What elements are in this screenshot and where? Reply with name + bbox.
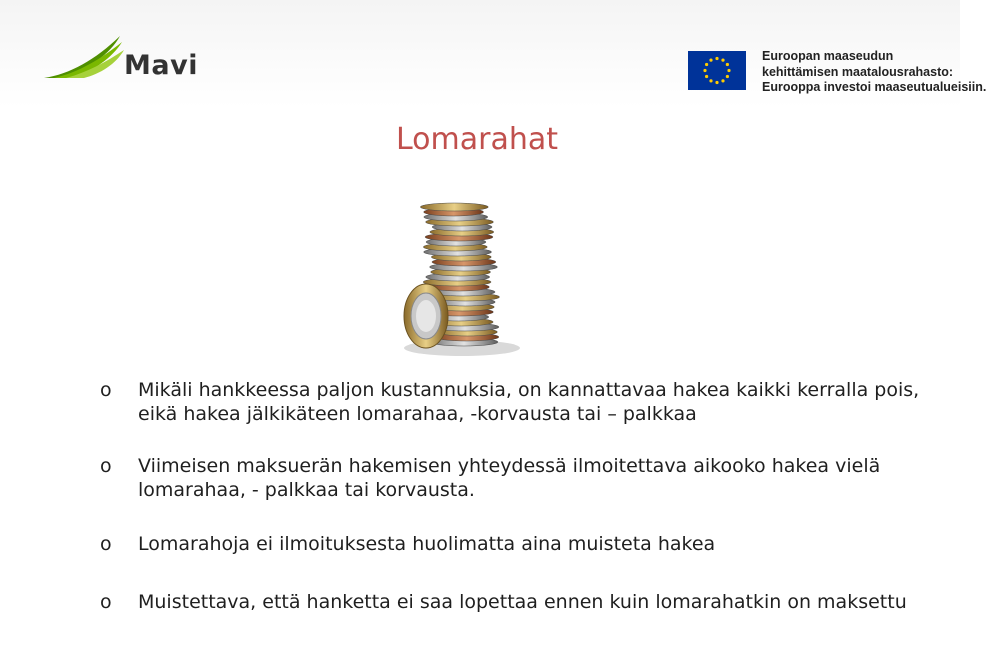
eu-star-icon [709, 79, 712, 82]
coin-stack-image [380, 192, 540, 362]
bullet-list [100, 378, 940, 614]
list-item [100, 532, 940, 556]
eu-star-icon [715, 57, 718, 60]
list-item [100, 590, 940, 614]
eu-funding-text [762, 49, 986, 96]
bullet-marker: o [100, 533, 112, 555]
eu-star-icon [727, 69, 730, 72]
eu-line-1: Euroopan maaseudun [762, 49, 894, 63]
list-item [100, 454, 940, 502]
eu-star-icon [703, 69, 706, 72]
eu-star-icon [715, 81, 718, 84]
eu-star-icon [721, 79, 724, 82]
eu-star-icon [705, 63, 708, 66]
bullet-text: Muistettava, että hanketta ei saa lopettaa ennen kuin lomarahatkin on maksettu [138, 591, 907, 613]
bullet-marker: o [100, 591, 112, 613]
page-title: Lomarahat [395, 122, 559, 157]
eu-star-icon [709, 59, 712, 62]
list-item [100, 378, 940, 426]
eu-line-2: kehittämisen maatalousrahasto: [762, 64, 954, 79]
eu-flag-icon [688, 51, 746, 90]
bullet-text: Viimeisen maksuerän hakemisen yhteydessä ilmoitettava aikooko hakea vielä lomarahaa, - palkkaa tai korvausta. [138, 455, 881, 501]
bullet-marker: o [100, 455, 112, 477]
eu-star-icon [726, 75, 729, 78]
bullet-marker: o [100, 379, 112, 401]
eu-line-3: Eurooppa investoi maaseutualueisiin. [762, 80, 986, 94]
eu-star-icon [721, 59, 724, 62]
eu-star-icon [705, 75, 708, 78]
bullet-text: Mikäli hankkeessa paljon kustannuksia, on kannattavaa hakea kaikki kerralla pois, eikä hakea jälkikäteen lomarahaa, -korvausta tai – palkkaa [138, 379, 920, 425]
mavi-logo-text: Mavi [124, 50, 198, 81]
bullet-text: Lomarahoja ei ilmoituksesta huolimatta aina muisteta hakea [138, 533, 716, 555]
coin-layer [420, 203, 488, 211]
eu-star-icon [726, 63, 729, 66]
